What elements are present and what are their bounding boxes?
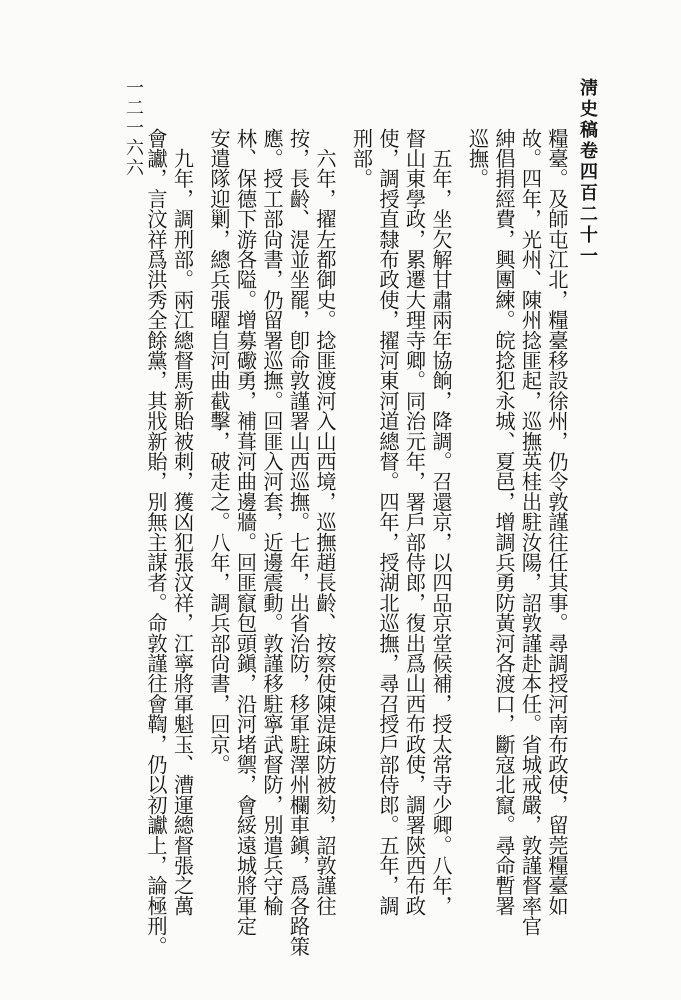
text-column: 使，調授直隸布政使，擢河東河道總督。四年，授湖北巡撫，尋召授戶部侍郎。五年，調 xyxy=(376,128,400,916)
text-column: 五年，坐欠解甘肅兩年協餉，降調。召還京，以四品京堂候補，授太常寺少卿。八年， xyxy=(429,128,453,916)
paragraph-gap xyxy=(338,128,348,928)
text-column: 林、保德下游各隘。增募礮勇，補葺河曲邊牆。回匪竄包頭鎭，沿河堵禦，會綏遠城將軍定 xyxy=(233,128,258,936)
text-column: 六年，擢左都御史。捻匪渡河入山西境，巡撫趙長齡、按察使陳湜疎防被劾，詔敦謹往 xyxy=(313,128,337,916)
text-column: 會讞，言汶祥爲洪秀全餘黨，其戕新貽，別無主謀者。命敦謹往會鞫，仍以初讞上，論極刑。 xyxy=(144,128,168,957)
text-column: 九年，調刑部。兩江總督馬新貽被刺，獲凶犯張汶祥，江寧將軍魁玉、漕運總督張之萬 xyxy=(170,128,195,916)
text-column: 按，長齡、湜並坐罷，卽命敦謹署山西巡撫。七年，出省治防，移軍駐澤州欄車鎭，爲各路策 xyxy=(286,128,311,957)
running-header-title: 淸史稿卷四百二十一 xyxy=(577,78,598,267)
text-column: 紳倡捐經費，興團練。皖捻犯永城、夏邑，增調兵勇防黃河各渡口，斷寇北竄。尋命暫署 xyxy=(492,128,516,916)
text-column: 故。四年，光州、陳州捻匪起，巡撫英桂出駐汝陽，詔敦謹赴本任。省城戒嚴，敦謹督率官 xyxy=(518,128,543,936)
text-column: 巡撫。 xyxy=(465,128,490,189)
text-column: 督山東學政，累遷大理寺卿。同治元年，署戶部侍郎，復出爲山西布政使，調署陝西布政 xyxy=(402,128,427,916)
paragraph-gap xyxy=(196,128,206,928)
text-column: 應。授工部尙書，仍留署巡撫。回匪入河套，近邊震動。敦謹移駐寧武督防，別遣兵守榆 xyxy=(260,128,284,916)
text-column: 刑部。 xyxy=(349,128,374,189)
paragraph-gap xyxy=(454,128,464,928)
page-number: 一二一六六 xyxy=(123,78,144,178)
text-column: 安遣隊迎剿，總兵張曜自河曲截擊，破走之。八年，調兵部尙書，回京。 xyxy=(207,128,231,775)
text-column: 糧臺。及師屯江北，糧臺移設徐州，仍令敦謹往任其事。尋調授河南布政使，留莞糧臺如 xyxy=(545,128,569,916)
body-text xyxy=(92,128,570,957)
